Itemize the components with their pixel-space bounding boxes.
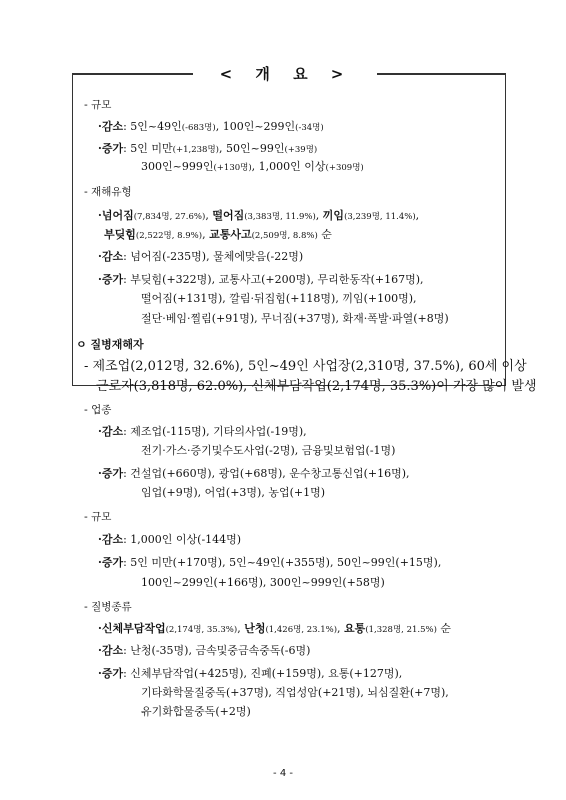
disease-summary-1: - 제조업(2,012명, 32.6%), 5인~49인 사업장(2,310명, 37.5%), 60세 이상 [84, 359, 527, 374]
disease-industry-decrease-cont: 전기·가스·증기및수도사업(-2명), 금융및보험업(-1명) [141, 444, 396, 457]
accident-type-increase-cont-2: 절단·베임·찔림(+91명), 무너짐(+37명), 화재·폭발·파열(+8명) [141, 312, 449, 325]
accident-scale-increase-cont: 300인~999인(+130명), 1,000인 이상(+309명) [141, 160, 364, 173]
disease-scale-heading: - 규모 [84, 511, 112, 523]
disease-kind-increase-cont-2: 유기화합물중독(+2명) [141, 705, 251, 718]
accident-type-ranking-2: 부딪힘(2,522명, 8.9%), 교통사고(2,509명, 8.8%) 순 [104, 228, 332, 241]
accident-type-ranking-1: ·넘어짐(7,834명, 27.6%), 떨어짐(3,383명, 11.9%), 끼임(3,239명, 11.4%), [98, 209, 420, 222]
accident-scale-increase: ·증가: 5인 미만(+1,238명), 50인~99인(+39명) [98, 142, 318, 155]
title-rule-right [377, 73, 505, 75]
summary-title-row [72, 62, 505, 86]
accident-type-heading: - 재해유형 [84, 186, 132, 198]
accident-type-increase-cont-1: 떨어짐(+131명), 깔림·뒤집힘(+118명), 끼임(+100명), [141, 292, 417, 305]
disease-kind-decrease: ·감소: 난청(-35명), 금속및중금속중독(-6명) [98, 644, 311, 657]
disease-industry-increase: ·증가: 건설업(+660명), 광업(+68명), 운수창고통신업(+16명), [98, 467, 410, 480]
disease-kind-heading: - 질병종류 [84, 601, 132, 613]
disease-scale-increase: ·증가: 5인 미만(+170명), 5인~49인(+355명), 50인~99인(+15명), [98, 556, 442, 569]
summary-title: < 개 요 > [219, 65, 353, 83]
disease-kind-increase-cont-1: 기타화학물질중독(+37명), 직업성암(+21명), 뇌심질환(+7명), [141, 686, 449, 699]
disease-scale-increase-cont: 100인~299인(+166명), 300인~999인(+58명) [141, 576, 385, 589]
page-number: - 4 - [273, 768, 293, 779]
disease-industry-increase-cont: 임업(+9명), 어업(+3명), 농업(+1명) [141, 486, 326, 499]
accident-type-decrease: ·감소: 넘어짐(-235명), 물체에맞음(-22명) [98, 250, 304, 263]
accident-scale-decrease: ·감소: 5인~49인(-683명), 100인~299인(-34명) [98, 120, 324, 133]
disease-industry-decrease: ·감소: 제조업(-115명), 기타의사업(-19명), [98, 425, 307, 438]
accident-type-increase: ·증가: 부딪힘(+322명), 교통사고(+200명), 무리한동작(+167명), [98, 273, 424, 286]
accident-scale-heading: - 규모 [84, 99, 112, 111]
disease-scale-decrease: ·감소: 1,000인 이상(-144명) [98, 533, 242, 546]
disease-kind-increase: ·증가: 신체부담작업(+425명), 진폐(+159명), 요통(+127명), [98, 667, 403, 680]
disease-kind-ranking: ·신체부담작업(2,174명, 35.3%), 난청(1,426명, 23.1%), 요통(1,328명, 21.5%) 순 [98, 622, 452, 635]
title-rule-left [72, 73, 193, 75]
disease-summary-2: 근로자(3,818명, 62.0%), 신체부담작업(2,174명, 35.3%)이 가장 많이 발생 [96, 379, 537, 394]
disease-section-heading: ㅇ 질병재해자 [76, 338, 144, 351]
disease-industry-heading: - 업종 [84, 404, 112, 416]
